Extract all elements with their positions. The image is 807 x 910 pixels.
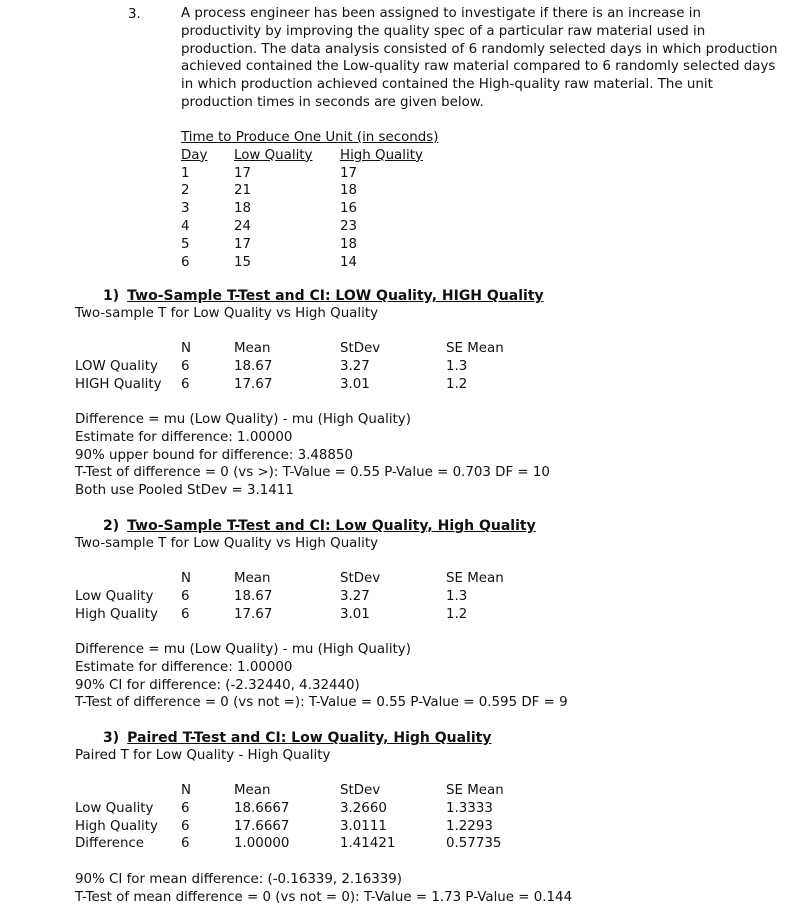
cell-stdev: 3.01 bbox=[340, 606, 370, 622]
cell-stdev: 3.01 bbox=[340, 376, 370, 392]
cell-se-mean: 1.2 bbox=[446, 376, 468, 392]
cell-stdev: 3.27 bbox=[340, 588, 370, 604]
cell-mean: 18.6667 bbox=[234, 800, 290, 816]
section-1-title bbox=[103, 288, 544, 306]
row-label: High Quality bbox=[75, 606, 158, 622]
row-label: LOW Quality bbox=[75, 358, 158, 374]
cell-day: 2 bbox=[181, 183, 190, 199]
cell-stdev: 3.27 bbox=[340, 358, 370, 374]
cell-low: 18 bbox=[234, 201, 252, 217]
header-mean: Mean bbox=[234, 341, 271, 356]
cell-se-mean: 1.2 bbox=[446, 606, 468, 622]
data-table-title: Time to Produce One Unit (in seconds) bbox=[181, 130, 439, 145]
section-1-results bbox=[75, 411, 550, 500]
header-stdev: StDev bbox=[340, 571, 381, 586]
header-low-quality: Low Quality bbox=[234, 147, 313, 163]
result-line: T-Test of difference = 0 (vs not =): T-Value = 0.55 P-Value = 0.595 DF = 9 bbox=[75, 695, 568, 711]
cell-low: 15 bbox=[234, 254, 252, 270]
cell-mean: 18.67 bbox=[234, 588, 273, 604]
header-n: N bbox=[181, 783, 192, 798]
cell-n: 6 bbox=[181, 836, 190, 852]
cell-day: 6 bbox=[181, 254, 190, 270]
section-2-title bbox=[103, 518, 536, 536]
cell-n: 6 bbox=[181, 358, 190, 374]
cell-high: 18 bbox=[340, 183, 358, 199]
result-line: 90% CI for mean difference: (-0.16339, 2.16339) bbox=[75, 872, 403, 887]
cell-low: 24 bbox=[234, 218, 252, 234]
result-line: T-Test of mean difference = 0 (vs not = 0): T-Value = 1.73 P-Value = 0.144 bbox=[75, 889, 573, 905]
cell-stdev: 1.41421 bbox=[340, 836, 396, 852]
section-1-number: 1) bbox=[103, 288, 120, 304]
section-3-heading: Paired T-Test and CI: Low Quality, High Quality bbox=[127, 730, 492, 746]
cell-mean: 17.67 bbox=[234, 606, 273, 622]
header-stdev: StDev bbox=[340, 783, 381, 798]
cell-mean: 17.6667 bbox=[234, 818, 290, 834]
header-se-mean: SE Mean bbox=[446, 341, 504, 356]
result-line: Difference = mu (Low Quality) - mu (High Quality) bbox=[75, 412, 411, 427]
cell-mean: 18.67 bbox=[234, 358, 273, 374]
cell-se-mean: 1.3 bbox=[446, 358, 468, 374]
cell-day: 3 bbox=[181, 201, 190, 217]
header-mean: Mean bbox=[234, 783, 271, 798]
section-3-title bbox=[103, 730, 491, 748]
header-n: N bbox=[181, 571, 192, 586]
cell-n: 6 bbox=[181, 606, 190, 622]
cell-n: 6 bbox=[181, 588, 190, 604]
header-stdev: StDev bbox=[340, 341, 381, 356]
section-2-subtitle: Two-sample T for Low Quality vs High Quality bbox=[75, 536, 379, 551]
row-label: Difference bbox=[75, 836, 145, 852]
header-se-mean: SE Mean bbox=[446, 571, 504, 586]
row-label: Low Quality bbox=[75, 588, 154, 604]
cell-high: 14 bbox=[340, 254, 358, 270]
question-text: A process engineer has been assigned to investigate if there is an increase in productivity by improving the quality spec of a particular raw material used in production. The data analysis consisted of 6 randomly selected days in which production achieved contained the Low-quality raw material compared to 6 randomly selected days in which production achieved contained the High-quality raw material. The unit production times in seconds are given below. bbox=[181, 6, 778, 110]
section-2-heading: Two-Sample T-Test and CI: Low Quality, High Quality bbox=[127, 518, 536, 534]
header-high-quality: High Quality bbox=[340, 147, 423, 163]
header-day: Day bbox=[181, 147, 208, 163]
result-line: Estimate for difference: 1.00000 bbox=[75, 429, 293, 445]
cell-low: 17 bbox=[234, 236, 252, 252]
row-label: High Quality bbox=[75, 818, 158, 834]
section-3-results bbox=[75, 871, 572, 907]
cell-high: 16 bbox=[340, 201, 358, 217]
cell-high: 17 bbox=[340, 165, 358, 181]
question-number: 3. bbox=[128, 7, 141, 22]
cell-se-mean: 1.3 bbox=[446, 588, 468, 604]
cell-high: 18 bbox=[340, 236, 358, 252]
result-line: Both use Pooled StDev = 3.1411 bbox=[75, 483, 294, 499]
row-label: HIGH Quality bbox=[75, 376, 162, 392]
cell-day: 4 bbox=[181, 218, 190, 234]
cell-n: 6 bbox=[181, 818, 190, 834]
section-1-heading: Two-Sample T-Test and CI: LOW Quality, HIGH Quality bbox=[127, 288, 544, 304]
result-line: 90% CI for difference: (-2.32440, 4.32440) bbox=[75, 677, 360, 693]
cell-n: 6 bbox=[181, 376, 190, 392]
cell-mean: 17.67 bbox=[234, 376, 273, 392]
section-3-number: 3) bbox=[103, 730, 120, 746]
section-3-subtitle: Paired T for Low Quality - High Quality bbox=[75, 748, 331, 763]
cell-n: 6 bbox=[181, 800, 190, 816]
cell-stdev: 3.0111 bbox=[340, 818, 387, 834]
result-line: 90% upper bound for difference: 3.48850 bbox=[75, 447, 353, 463]
cell-day: 5 bbox=[181, 236, 190, 252]
section-1-subtitle: Two-sample T for Low Quality vs High Quality bbox=[75, 306, 379, 321]
cell-stdev: 3.2660 bbox=[340, 800, 387, 816]
header-n: N bbox=[181, 341, 192, 356]
result-line: Difference = mu (Low Quality) - mu (High Quality) bbox=[75, 642, 411, 657]
result-line: T-Test of difference = 0 (vs >): T-Value = 0.55 P-Value = 0.703 DF = 10 bbox=[75, 465, 550, 481]
row-label: Low Quality bbox=[75, 800, 154, 816]
section-2-number: 2) bbox=[103, 518, 120, 534]
cell-se-mean: 0.57735 bbox=[446, 836, 502, 852]
cell-mean: 1.00000 bbox=[234, 836, 290, 852]
cell-high: 23 bbox=[340, 218, 358, 234]
section-2-results bbox=[75, 641, 568, 712]
cell-low: 17 bbox=[234, 165, 252, 181]
header-mean: Mean bbox=[234, 571, 271, 586]
cell-low: 21 bbox=[234, 183, 252, 199]
header-se-mean: SE Mean bbox=[446, 783, 504, 798]
cell-day: 1 bbox=[181, 165, 190, 181]
cell-se-mean: 1.2293 bbox=[446, 818, 493, 834]
cell-se-mean: 1.3333 bbox=[446, 800, 493, 816]
result-line: Estimate for difference: 1.00000 bbox=[75, 659, 293, 675]
